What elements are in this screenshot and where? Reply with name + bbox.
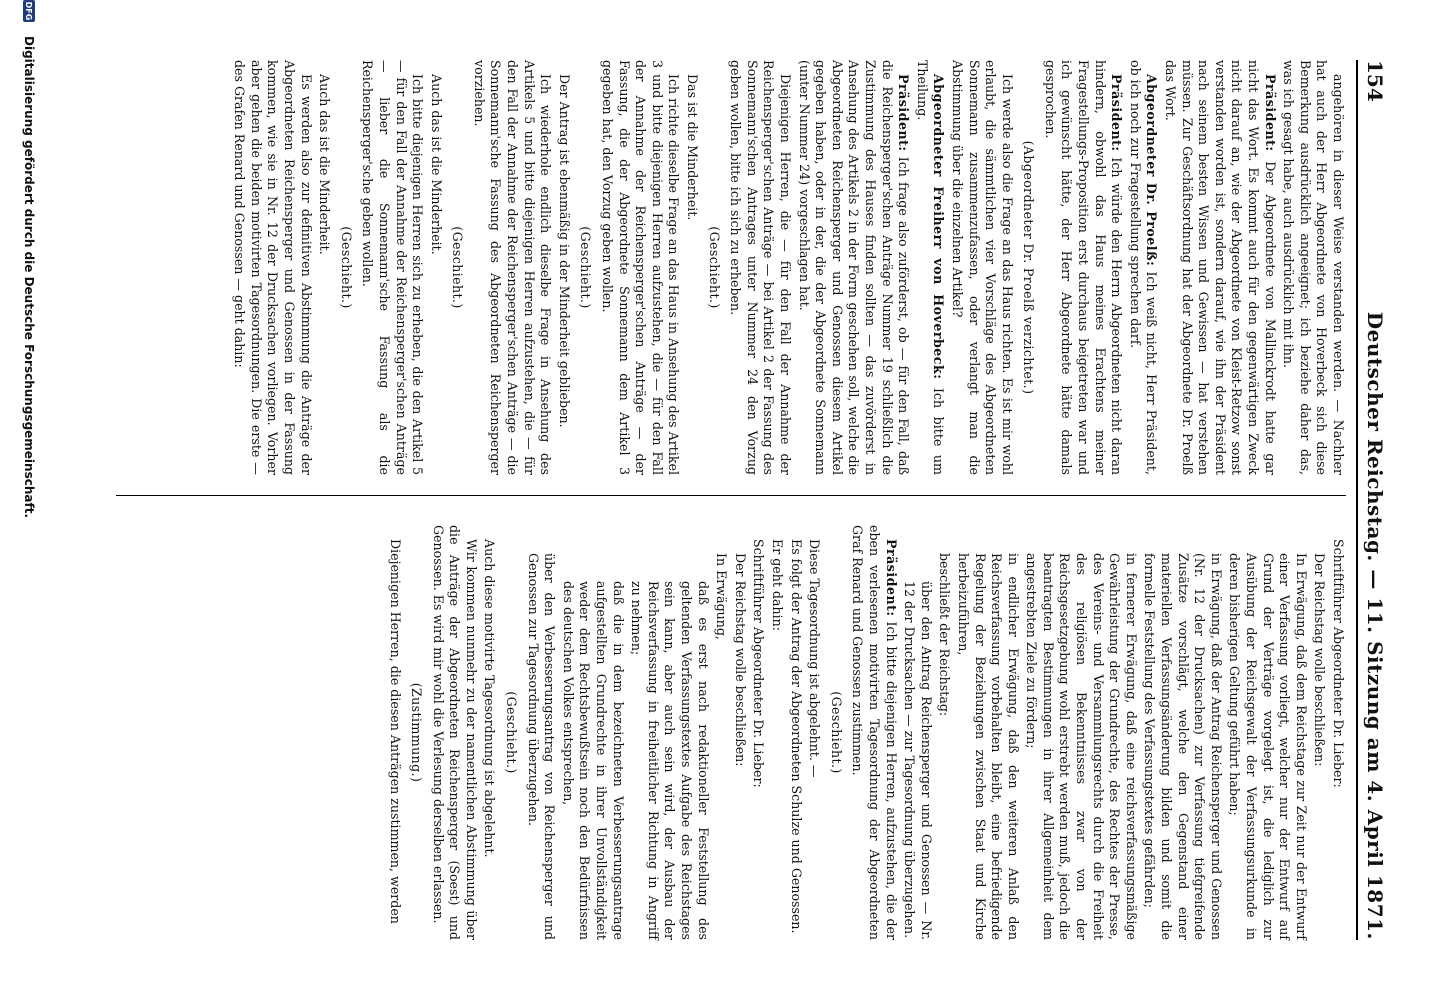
paragraph: Ich richte dieselbe Frage an das Haus in Ansehung des Artikel 3 und bitte diejenigen Herren aufzustehen, die — für den Fall der Annahme der Reichensperger'schen Anträge — der Fassung, die der Abgeordnete Sonnemann dem Artikel 3 gegeben hat, den Vorzug geben wollen. xyxy=(600,60,682,475)
speech-paragraph xyxy=(849,525,899,940)
speech-text: Ich frage also zuförderst, ob — für den Fall, daß die Reichensperger'schen Anträge Nummer 19 schließlich die Zustimmung des Hauses finden sollten — das zuvörderst in Ansehung des Artikels 2 in der Form geschehen soll, welche die Abgeordneten Reichensperger und Genossen diesem Artikel gegeben haben, oder in der, die der Abgeordnete Sonnemann (unter Nummer 24) vorgeschlagen hat. xyxy=(796,60,912,475)
speech-paragraph xyxy=(913,60,946,475)
procedural-note: (Geschieht.) xyxy=(578,226,594,309)
running-head: Deutscher Reichstag. — 11. Sitzung am 4. April 1871. xyxy=(1363,311,1387,940)
motion-text: In Erwägung, daß dem Reichstage zur Zeit nur der Entwurf einer Verfassung vorliegt, welcher nur der Entwurf auf Grund der Verträge vorgelegt ist, die lediglich zur Ausübung der Reichsgewalt der Verfassungsurkunde in deren bisherigen Geltung geführt haben; xyxy=(1227,553,1309,940)
speaker-name: Präsident: xyxy=(1262,74,1278,152)
motion-text: In Erwägung, xyxy=(714,553,730,640)
page-number: 154 xyxy=(1363,60,1387,102)
paragraph: Diejenigen Herren, die — für den Fall der Annahme der Reichensperger'schen Anträge — bei Artikel 2 der Fassung des Sonnemann'schen Antrages unter Nummer 24 den Vorzug geben wollen, bitte ich sich zu erheben. xyxy=(728,60,793,475)
paragraph: Schriftführer Abgeordneter Dr. Lieber: xyxy=(751,539,767,788)
motion-text: in endlicher Erwägung, daß den weiteren Anlaß den Reichsverfassung vorbehalten bleibt, eine befriedigende Regelung der Beziehungen zwischen Staat und Kirche herbeizuführen, xyxy=(955,553,1021,940)
speaker-name: Abgeordneter Freiherr von Hoverbeck: xyxy=(931,74,947,380)
motion-text: über den Verbesserungsantrag von Reichensperger und Genossen zur Tagesordnung überzugehen. xyxy=(525,553,558,940)
digitization-credit: Digitalisierung gefördert durch die Deutsche Forschungsgemeinschaft. xyxy=(22,36,36,519)
page-header xyxy=(1356,60,1392,940)
speaker-name: Präsident: xyxy=(1109,74,1125,152)
paragraph: Auch diese motivirte Tagesordnung ist abgelehnt. xyxy=(482,539,498,858)
paragraph: Ich werde also die Frage an das Haus richten. Es ist mir wohl erlaubt, die sämmtlichen vier Vorschläge des Abgeordneten Sonnemann zusammenzufassen, oder verlangt man die Abstimmung über die einzelnen Artikel? xyxy=(949,60,1015,475)
motion-text: Der Reichstag wolle beschließen: xyxy=(732,553,748,767)
motion-text: in fernerer Erwägung, daß eine reichsverfassungsmäßige Gewährleistung der Grundrechte, des Rechtes der Presse, des Vereins- und Versammlungsrechts durch die Freiheit des religiösen Bekenntnisses zwar von der Reichsgesetzgebung wohl erstrebt werden muß, jedoch die beantragten Bestimmungen in ihrer Allgemeinheit dem angestrebten Ziele zu fördern; xyxy=(1024,553,1139,940)
paragraph: Ich wiederhole endlich dieselbe Frage in Ansehung des Artikels 5 und bitte diejenigen Herren aufzustehen, die — für den Fall der Annahme der Reichensperger'schen Anträge — die Sonnemann'sche Fassung des Abgeordneten Reichensperger vorziehen. xyxy=(471,60,554,475)
paragraph: Wir kommen nunmehr zu der namentlichen Abstimmung über die Anträge der Abgeordneten Reichensperger (Soest) und Genossen. Es wird mir wohl die Verlesung derselben erlassen. xyxy=(430,525,479,940)
speech-text: Ich weiß nicht, Herr Präsident, ob ich noch zur Fragestellung sprechen darf. xyxy=(1127,60,1160,475)
paragraph: Ich bitte diejenigen Herren sich zu erheben, die den Artikel 5 — für den Fall der Annahme der Reichensperger'schen Anträge — lieber die Sonnemann'sche Fassung als die Reichensperger'sche geben wollen. xyxy=(360,60,426,475)
procedural-note: (Geschieht.) xyxy=(504,691,520,774)
speaker-name: Präsident: xyxy=(883,539,899,617)
procedural-note: (Geschieht.) xyxy=(828,691,844,774)
motion-text: daß die in dem bezeichneten Verbesserungsantrage aufgestellten Grundrechte in ihrer Unvollständigkeit weder dem Rechtsbewußtsein noch den Bedürfnissen des deutschen Volkes entsprechen, xyxy=(560,581,626,940)
right-column xyxy=(384,525,1346,940)
speech-text: Ich bitte um Theilung. xyxy=(914,60,947,475)
paragraph: Auch das ist die Minderheit. xyxy=(317,74,333,255)
speech-paragraph xyxy=(1041,60,1124,475)
paragraph: Schriftführer Abgeordneter Dr. Lieber: xyxy=(1331,539,1346,788)
procedural-note: (Geschieht.) xyxy=(338,226,354,309)
speech-text: Der Abgeordnete von Mallinckrodt hatte gar nicht das Wort. Es kommt auch für den gegenwärtigen Zweck nicht darauf an, wie der Abgeordnete von Kleist-Retzow sonst verstanden worden ist, sondern darauf, wie ihn der Präsident nach seinem besten Wissen und Gewissen — hat verstehen müssen. Zur Geschäftsordnung hat der Abgeordnete Dr. Proelß das Wort. xyxy=(1163,60,1278,475)
motion-text: in Erwägung, daß der Antrag Reichensperger und Genossen (Nr. 12 der Drucksachen) zur Verfassung tiefgreifende Zusätze vorschlägt, welche den Gegenstand einer materiellen Verfassungsänderung bilden und somit die formelle Feststellung des Verfassungstextes gefährden; xyxy=(1142,553,1224,940)
dfg-logo: DFG xyxy=(24,1,34,21)
motion-text: beschließt der Reichstag: xyxy=(937,553,953,717)
speech-paragraph xyxy=(1161,60,1277,475)
motion-text: über den Antrag Reichensperger und Genossen — Nr. 12 der Drucksachen — zur Tagesordnung überzugehen. xyxy=(902,581,934,940)
speaker-name: Abgeordneter Dr. Proelß: xyxy=(1144,74,1160,267)
paragraph: Es folgt der Antrag der Abgeordneten Schulze und Genossen. xyxy=(788,539,804,934)
left-column xyxy=(229,60,1346,475)
paragraph: Das ist die Minderheit. xyxy=(685,74,701,221)
paragraph: Der Antrag ist ebenmäßig in der Minderheit geblieben. xyxy=(556,74,572,428)
speaker-name: Präsident: xyxy=(896,74,912,152)
column-divider xyxy=(116,495,1346,496)
speech-text: Ich würde den Herrn Abgeordneten nicht daran hindern, obwohl das Haus meines Erachtens meiner Fragestellungs-Proposition erst durchaus beigetreten war und ich gewünscht hätte, der Herr Abgeordnete hätte damals gesprochen. xyxy=(1042,60,1125,475)
paragraph: Diese Tagesordnung ist abgelehnt. — xyxy=(807,539,823,778)
motion-text: daß es erst nach redaktioneller Feststellung des geltenden Verfassungstextes Aufgabe des Reichstages sein kann, aber auch sein wird, der Ausbau der Reichsverfassung in freiheitlicher Richtung in Angriff zu nehmen; xyxy=(629,581,711,940)
procedural-note: (Geschieht.) xyxy=(450,226,466,309)
motion-text: Der Reichstag wolle beschließen: xyxy=(1312,553,1328,767)
speech-paragraph xyxy=(795,60,911,475)
page-footer xyxy=(16,0,42,1000)
speech-paragraph xyxy=(1126,60,1159,475)
paragraph: Es werden also zur definitiven Abstimmung die Anträge der Abgeordneten Reichensperger und Genossen in der Fassung kommen, wie sie in Nr. 12 der Drucksachen vorliegen. Vorher aber gehen die beiden motivirten Tagesordnungen. Die erste — des Grafen Renard und Genossen — geht dahin: xyxy=(232,60,314,475)
paragraph: Diejenigen Herren, die diesen Anträgen zustimmen, werden xyxy=(387,539,403,924)
paragraph: angehören in dieser Weise verstanden werden. — Nachher hat auch der Herr Abgeordnete von Hoverbeck sich diese Bemerkung ausdrücklich angeeignet; ich beziehe daher das, was ich gesagt habe, auch ausdrücklich mit ihn. xyxy=(1281,60,1346,475)
procedural-note: (Zustimmung.) xyxy=(409,682,425,783)
paragraph: Auch das ist die Minderheit. xyxy=(428,74,444,255)
procedural-note: (Geschieht.) xyxy=(706,226,722,309)
speech-text: Ich bitte diejenigen Herren, aufzustehen, die der eben verlesenen motivirten Tagesordnung der Abgeordneten Graf Renard und Genossen zustimmen. xyxy=(850,525,899,940)
procedural-note: (Abgeordneter Dr. Proelß verzichtet.) xyxy=(1021,140,1037,395)
paragraph: Er geht dahin: xyxy=(770,539,785,631)
